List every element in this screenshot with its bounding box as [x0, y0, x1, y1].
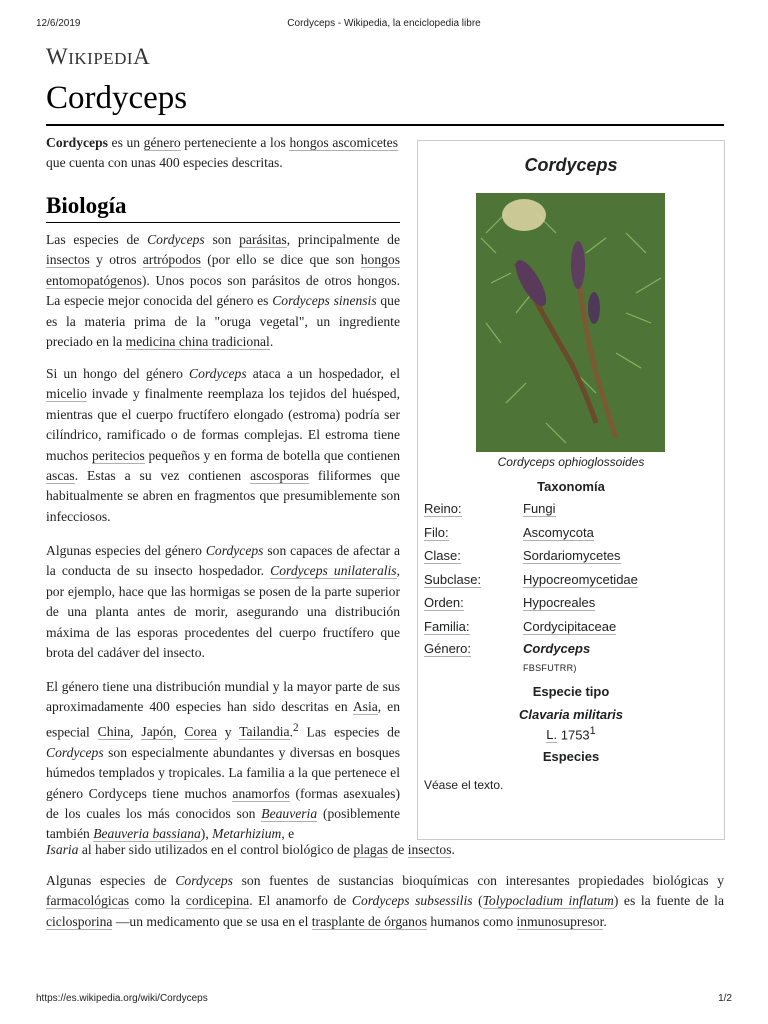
paragraph-5: Algunas especies de Cordyceps son fuentes de sustancias bioquímicas con interesantes propiedades biológicas y farmacológicas como la cordicepina. El anamorfo de Cordyceps subsessilis (Tolypocladium inflatum) es la fuente de la ciclosporina —un medicamento que se usa en el trasplante de órganos humanos como inmunosupresor.	[46, 873, 725, 929]
link-beauveria-bassiana[interactable]: Beauveria bassiana	[93, 826, 201, 842]
taxon-row-subclase	[418, 572, 724, 590]
link-china[interactable]: China	[97, 724, 131, 740]
link-plagas[interactable]: plagas	[353, 842, 389, 857]
link-hongos-ascomicetes[interactable]: hongos ascomicetes	[289, 135, 398, 150]
page-number: 1/2	[718, 993, 732, 1004]
taxon-row-familia	[418, 619, 724, 637]
link-medicina-china[interactable]: medicina china tradicional	[125, 334, 270, 350]
rank-link[interactable]: Clase:	[424, 548, 461, 563]
link-parasitas[interactable]: parásitas	[239, 232, 287, 247]
link-farmacologicas[interactable]: farmacológicas	[46, 893, 130, 909]
paragraph-4-end: Isaria al haber sido utilizados en el control biológico de plagas de insectos.	[46, 842, 455, 857]
reference-2[interactable]: 2	[292, 721, 299, 734]
taxon-row-orden	[418, 595, 724, 613]
link-inmunosupresor[interactable]: inmunosupresor	[516, 913, 604, 929]
rank-link[interactable]: Familia:	[424, 619, 470, 634]
rank-link[interactable]: Orden:	[424, 595, 464, 610]
link-insectos-2[interactable]: insectos	[407, 842, 452, 857]
link-corea[interactable]: Corea	[184, 724, 217, 740]
taxon-link[interactable]: Ascomycota	[523, 525, 594, 540]
link-ciclosporina[interactable]: ciclosporina	[46, 913, 113, 929]
link-ascas[interactable]: ascas	[46, 468, 75, 484]
wikipedia-wordmark[interactable]: WIKIPEDIA	[46, 44, 151, 69]
taxon-link[interactable]: Fungi	[523, 501, 556, 516]
type-species: Clavaria militaris	[518, 707, 624, 722]
link-tolypocladium-inflatum[interactable]: Tolypocladium inflatum	[482, 893, 614, 909]
link-insectos[interactable]: insectos	[46, 252, 90, 268]
taxon-link[interactable]: Cordycipitaceae	[523, 619, 617, 634]
link-tailandia[interactable]: Tailandia	[239, 724, 290, 740]
taxon-row-reino	[418, 501, 724, 519]
photo-caption: Cordyceps ophioglossoides	[497, 455, 645, 469]
rank-link[interactable]: Género:	[424, 641, 471, 656]
link-hongos-entomopatogenos[interactable]: hongos entomopatógenos	[46, 252, 400, 288]
taxon-link[interactable]: Hypocreales	[523, 595, 596, 610]
taxobox	[417, 140, 725, 840]
link-cordyceps-unilateralis[interactable]: Cordyceps unilateralis	[270, 563, 397, 579]
link-asia[interactable]: Asia	[352, 699, 378, 715]
link-peritecios[interactable]: peritecios	[91, 447, 145, 463]
taxon-row-genero	[418, 641, 724, 659]
paragraph-4: El género tiene una distribución mundial y la mayor parte de sus aproximadamente 400 especies han sido descritas en Asia, en especial China, Japón, Corea y Tailandia.$^2$ Las especies de Cordyceps son especialmente abundantes y diversas en bosques húmedos templados y tropicales. La familia a la que pertenece el género Cordyceps tiene muchos anamorfos (formas asexuales) de los cuales los más conocidos son Beauveria (posiblemente también Beauveria bassiana), Metarhizium, e	[46, 679, 401, 842]
genus-name: Cordyceps	[523, 641, 591, 656]
page-title: Cordyceps	[46, 80, 188, 116]
link-cordicepina[interactable]: cordicepina	[185, 893, 250, 909]
taxon-row-filo	[418, 525, 724, 543]
taxon-link[interactable]: Hypocreomycetidae	[523, 572, 638, 587]
print-page-title: Cordyceps - Wikipedia, la enciclopedia libre	[287, 18, 481, 29]
reference-1[interactable]: 1	[589, 725, 596, 737]
link-micelio[interactable]: micelio	[46, 386, 87, 402]
rank-link[interactable]: Subclase:	[424, 572, 482, 587]
taxon-link[interactable]: Sordariomycetes	[523, 548, 621, 563]
type-species-heading: Especie tipo	[532, 684, 610, 699]
rank-link[interactable]: Filo:	[424, 525, 449, 540]
link-genero[interactable]: género	[143, 135, 181, 150]
link-anamorfos[interactable]: anamorfos	[232, 785, 290, 801]
taxonomy-heading: Taxonomía	[537, 479, 605, 494]
author-link[interactable]: L.	[546, 727, 558, 743]
print-date: 12/6/2019	[36, 18, 81, 29]
link-ascosporas[interactable]: ascosporas	[250, 468, 309, 484]
paragraph-2: Si un hongo del género Cordyceps ataca a un hospedador, el micelio invade y finalmente reemplaza los tejidos del huésped, mientras que el cuerpo fructífero elongado (estroma) podría ser cilíndrico, ramificado o de formas complejas. El estroma tiene muchos peritecios pequeños y en forma de botella que contienen ascas. Estas a su vez contienen ascosporas filiformes que habitualmente se abren en fragmentos que presumiblemente son infecciosos.	[46, 366, 401, 524]
intro-paragraph: Cordyceps es un género perteneciente a los hongos ascomicetes que cuenta con unas 400 especies descritas.	[46, 135, 398, 171]
taxon-row-clase	[418, 548, 724, 566]
rank-link[interactable]: Reino:	[424, 501, 462, 516]
taxobox-title: Cordyceps	[524, 155, 618, 175]
species-note: Véase el texto.	[424, 778, 504, 792]
page-url: https://es.wikipedia.org/wiki/Cordyceps	[36, 993, 208, 1004]
section-divider	[46, 222, 400, 223]
paragraph-1: Las especies de Cordyceps son parásitas, principalmente de insectos y otros artrópodos (por ello se dice que son hongos entomopatógenos). Unos pocos son parásitos de otros hongos. La especie mejor conocida del género es Cordyceps sinensis que es la materia prima de la "oruga vegetal", un ingrediente preciado en la medicina china tradicional.	[46, 232, 401, 350]
type-species-authority: L. 1753$^1$	[546, 725, 596, 743]
link-trasplante-organos[interactable]: trasplante de órganos	[311, 913, 428, 929]
title-divider	[46, 124, 724, 126]
link-japon[interactable]: Japón	[141, 724, 174, 740]
section-heading-biologia: Biología	[46, 193, 127, 218]
paragraph-3: Algunas especies del género Cordyceps son capaces de afectar a la conducta de su insecto hospedador. Cordyceps unilateralis, por ejemplo, hace que las hormigas se posen de la parte superior de una planta antes de morir, asegurando una distribución máxima de las esporas procedentes del cuerpo fructífero que brota del cadáver del insecto.	[46, 543, 400, 661]
link-artropodos[interactable]: artrópodos	[142, 252, 201, 268]
link-beauveria[interactable]: Beauveria	[261, 805, 318, 821]
genus-author: FBSFUTRR)	[523, 663, 577, 673]
species-heading: Especies	[542, 749, 600, 764]
specimen-photo[interactable]	[476, 193, 665, 452]
specimen-photo-illustration	[476, 193, 665, 452]
